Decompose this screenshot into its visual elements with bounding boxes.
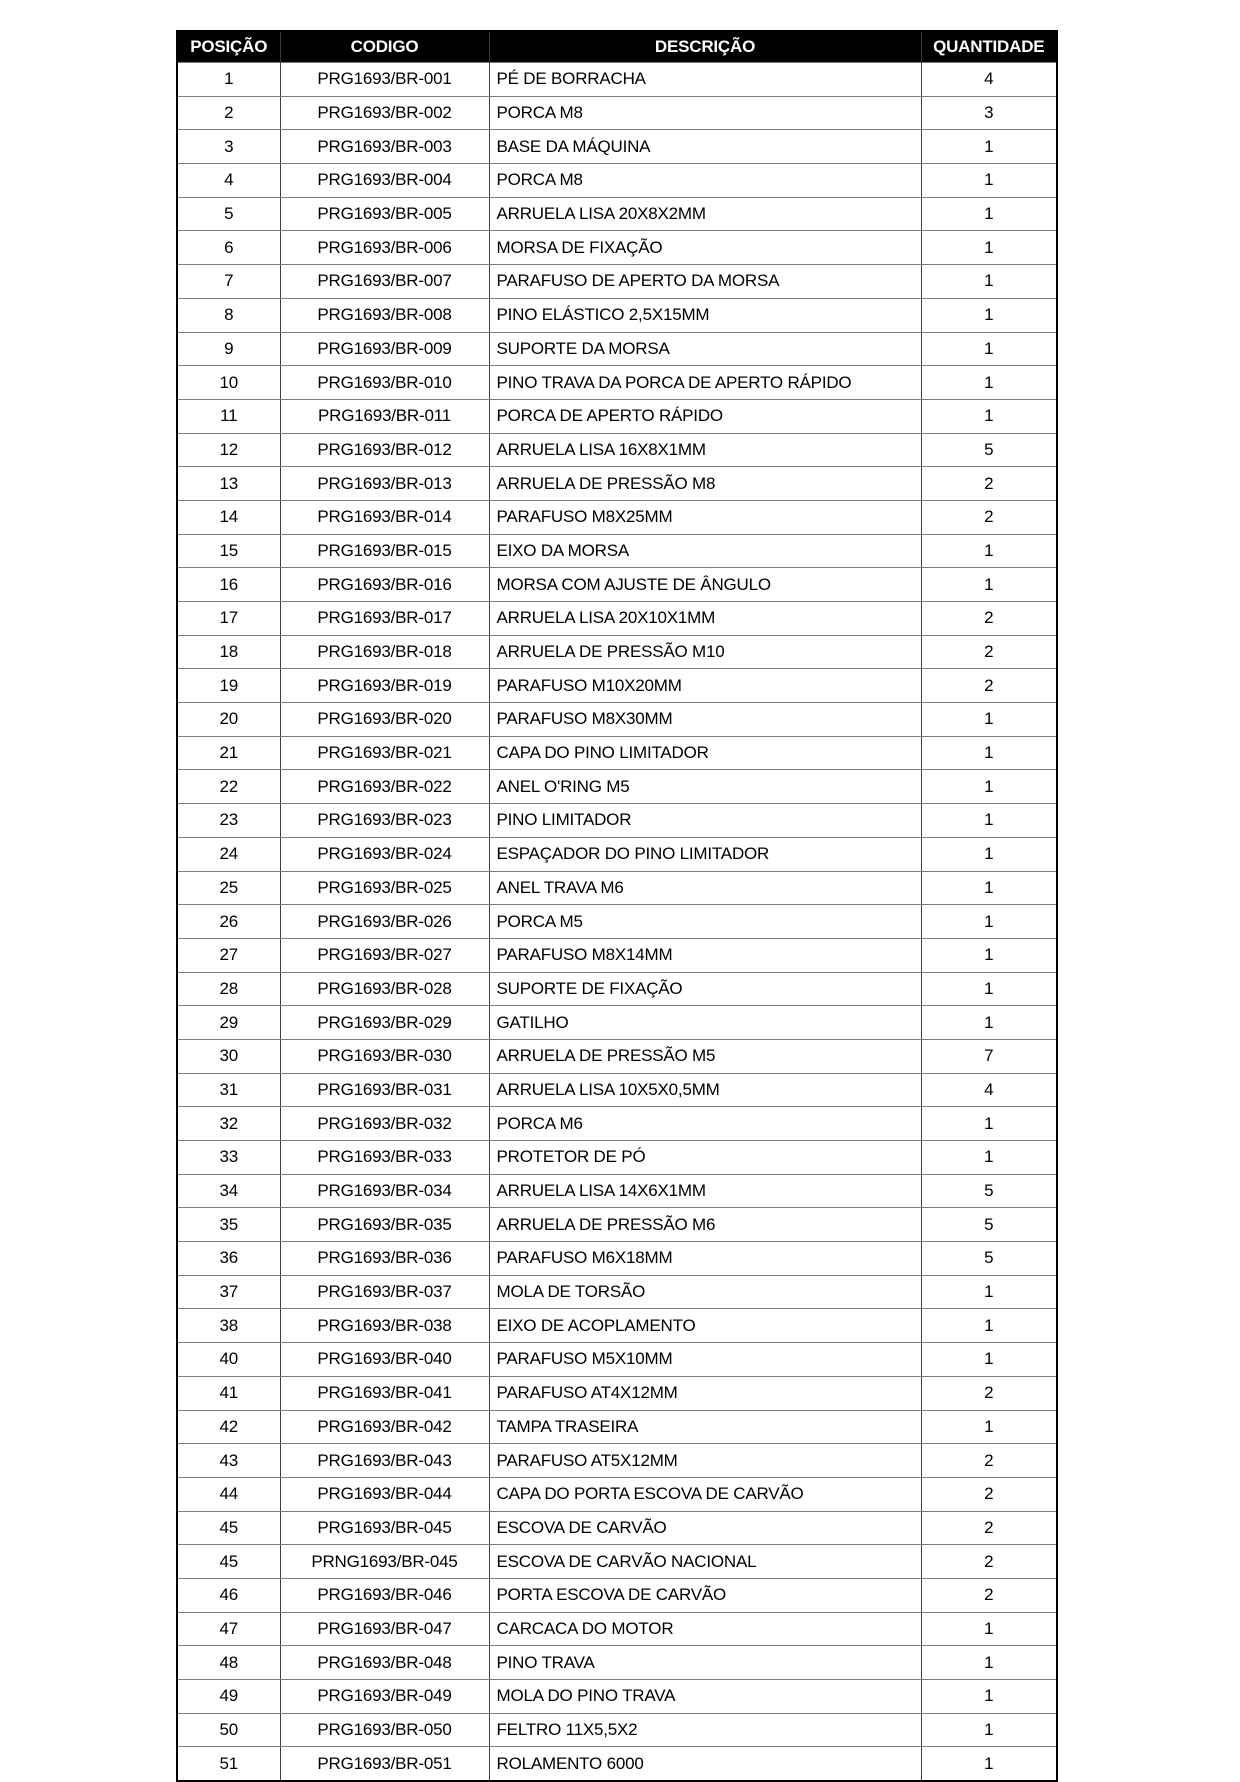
cell-codigo: PRG1693/BR-047: [280, 1612, 489, 1646]
table-row: [177, 1376, 1057, 1410]
cell-codigo: PRG1693/BR-025: [280, 871, 489, 905]
cell-descricao: PÉ DE BORRACHA: [489, 63, 921, 97]
table-row: [177, 1511, 1057, 1545]
table-row: [177, 736, 1057, 770]
cell-quantidade: 1: [921, 871, 1057, 905]
cell-codigo: PRG1693/BR-038: [280, 1309, 489, 1343]
table-row: [177, 1309, 1057, 1343]
cell-codigo: PRG1693/BR-012: [280, 433, 489, 467]
table-row: [177, 804, 1057, 838]
cell-codigo: PRG1693/BR-003: [280, 130, 489, 164]
table-row: [177, 1545, 1057, 1579]
cell-descricao: PORCA M6: [489, 1107, 921, 1141]
cell-quantidade: 1: [921, 972, 1057, 1006]
cell-posicao: 36: [177, 1242, 280, 1276]
cell-descricao: EIXO DA MORSA: [489, 534, 921, 568]
cell-codigo: PRG1693/BR-032: [280, 1107, 489, 1141]
cell-quantidade: 1: [921, 164, 1057, 198]
cell-descricao: ESCOVA DE CARVÃO: [489, 1511, 921, 1545]
cell-descricao: ARRUELA LISA 14X6X1MM: [489, 1174, 921, 1208]
cell-codigo: PRG1693/BR-040: [280, 1343, 489, 1377]
cell-quantidade: 1: [921, 332, 1057, 366]
cell-codigo: PRG1693/BR-010: [280, 366, 489, 400]
table-row: [177, 703, 1057, 737]
cell-posicao: 27: [177, 938, 280, 972]
table-row: [177, 1275, 1057, 1309]
col-header-codigo: CODIGO: [280, 31, 489, 63]
table-row: [177, 1242, 1057, 1276]
cell-descricao: PARAFUSO AT4X12MM: [489, 1376, 921, 1410]
cell-codigo: PRG1693/BR-002: [280, 96, 489, 130]
cell-posicao: 5: [177, 197, 280, 231]
cell-quantidade: 1: [921, 736, 1057, 770]
cell-codigo: PRG1693/BR-033: [280, 1141, 489, 1175]
cell-codigo: PRG1693/BR-017: [280, 602, 489, 636]
cell-codigo: PRG1693/BR-015: [280, 534, 489, 568]
table-row: [177, 770, 1057, 804]
cell-descricao: ARRUELA DE PRESSÃO M10: [489, 635, 921, 669]
cell-descricao: PINO TRAVA DA PORCA DE APERTO RÁPIDO: [489, 366, 921, 400]
cell-quantidade: 1: [921, 1680, 1057, 1714]
table-row: [177, 1410, 1057, 1444]
cell-quantidade: 2: [921, 635, 1057, 669]
cell-posicao: 43: [177, 1444, 280, 1478]
table-row: [177, 1713, 1057, 1747]
cell-posicao: 48: [177, 1646, 280, 1680]
cell-descricao: PORCA DE APERTO RÁPIDO: [489, 399, 921, 433]
cell-quantidade: 1: [921, 1275, 1057, 1309]
table-row: [177, 871, 1057, 905]
cell-posicao: 45: [177, 1545, 280, 1579]
table-row: [177, 231, 1057, 265]
cell-posicao: 28: [177, 972, 280, 1006]
cell-codigo: PRG1693/BR-023: [280, 804, 489, 838]
cell-quantidade: 2: [921, 602, 1057, 636]
cell-descricao: ESPAÇADOR DO PINO LIMITADOR: [489, 837, 921, 871]
table-row: [177, 837, 1057, 871]
cell-posicao: 2: [177, 96, 280, 130]
cell-codigo: PRG1693/BR-028: [280, 972, 489, 1006]
cell-quantidade: 1: [921, 1343, 1057, 1377]
cell-descricao: PORCA M8: [489, 164, 921, 198]
cell-posicao: 25: [177, 871, 280, 905]
cell-codigo: PRG1693/BR-034: [280, 1174, 489, 1208]
cell-posicao: 11: [177, 399, 280, 433]
cell-quantidade: 1: [921, 1309, 1057, 1343]
cell-quantidade: 2: [921, 1511, 1057, 1545]
table-row: [177, 164, 1057, 198]
cell-codigo: PRG1693/BR-042: [280, 1410, 489, 1444]
cell-posicao: 35: [177, 1208, 280, 1242]
table-row: [177, 433, 1057, 467]
table-row: [177, 366, 1057, 400]
cell-descricao: ESCOVA DE CARVÃO NACIONAL: [489, 1545, 921, 1579]
cell-descricao: PINO LIMITADOR: [489, 804, 921, 838]
col-header-posicao: POSIÇÃO: [177, 31, 280, 63]
cell-posicao: 14: [177, 500, 280, 534]
table-row: [177, 298, 1057, 332]
cell-quantidade: 2: [921, 500, 1057, 534]
cell-posicao: 4: [177, 164, 280, 198]
table-row: [177, 467, 1057, 501]
cell-descricao: ARRUELA LISA 20X10X1MM: [489, 602, 921, 636]
cell-posicao: 30: [177, 1039, 280, 1073]
cell-codigo: PRG1693/BR-043: [280, 1444, 489, 1478]
cell-quantidade: 1: [921, 1006, 1057, 1040]
cell-posicao: 37: [177, 1275, 280, 1309]
cell-codigo: PRG1693/BR-030: [280, 1039, 489, 1073]
cell-posicao: 16: [177, 568, 280, 602]
cell-posicao: 23: [177, 804, 280, 838]
cell-posicao: 24: [177, 837, 280, 871]
table-row: [177, 568, 1057, 602]
cell-quantidade: 2: [921, 1376, 1057, 1410]
cell-quantidade: 1: [921, 366, 1057, 400]
cell-codigo: PRG1693/BR-037: [280, 1275, 489, 1309]
cell-codigo: PRG1693/BR-029: [280, 1006, 489, 1040]
cell-codigo: PRG1693/BR-022: [280, 770, 489, 804]
cell-codigo: PRG1693/BR-007: [280, 265, 489, 299]
cell-posicao: 45: [177, 1511, 280, 1545]
cell-posicao: 1: [177, 63, 280, 97]
table-row: [177, 1747, 1057, 1781]
cell-codigo: PRNG1693/BR-045: [280, 1545, 489, 1579]
cell-posicao: 8: [177, 298, 280, 332]
cell-quantidade: 1: [921, 905, 1057, 939]
cell-descricao: EIXO DE ACOPLAMENTO: [489, 1309, 921, 1343]
cell-codigo: PRG1693/BR-013: [280, 467, 489, 501]
table-row: [177, 905, 1057, 939]
cell-codigo: PRG1693/BR-020: [280, 703, 489, 737]
cell-codigo: PRG1693/BR-001: [280, 63, 489, 97]
table-row: [177, 972, 1057, 1006]
table-row: [177, 1006, 1057, 1040]
cell-descricao: PARAFUSO M6X18MM: [489, 1242, 921, 1276]
cell-descricao: PARAFUSO M5X10MM: [489, 1343, 921, 1377]
table-row: [177, 938, 1057, 972]
cell-posicao: 44: [177, 1477, 280, 1511]
table-row: [177, 1646, 1057, 1680]
cell-descricao: ANEL TRAVA M6: [489, 871, 921, 905]
cell-descricao: BASE DA MÁQUINA: [489, 130, 921, 164]
cell-posicao: 6: [177, 231, 280, 265]
cell-posicao: 17: [177, 602, 280, 636]
cell-codigo: PRG1693/BR-014: [280, 500, 489, 534]
table-row: [177, 399, 1057, 433]
cell-posicao: 29: [177, 1006, 280, 1040]
cell-quantidade: 1: [921, 1713, 1057, 1747]
cell-codigo: PRG1693/BR-051: [280, 1747, 489, 1781]
cell-descricao: PORCA M8: [489, 96, 921, 130]
cell-codigo: PRG1693/BR-018: [280, 635, 489, 669]
cell-quantidade: 7: [921, 1039, 1057, 1073]
col-header-descricao: DESCRIÇÃO: [489, 31, 921, 63]
cell-posicao: 38: [177, 1309, 280, 1343]
table-row: [177, 1107, 1057, 1141]
cell-posicao: 7: [177, 265, 280, 299]
cell-quantidade: 5: [921, 1174, 1057, 1208]
table-row: [177, 265, 1057, 299]
cell-posicao: 42: [177, 1410, 280, 1444]
cell-descricao: PORCA M5: [489, 905, 921, 939]
cell-descricao: PINO ELÁSTICO 2,5X15MM: [489, 298, 921, 332]
table-row: [177, 500, 1057, 534]
cell-posicao: 22: [177, 770, 280, 804]
cell-posicao: 33: [177, 1141, 280, 1175]
table-row: [177, 96, 1057, 130]
cell-codigo: PRG1693/BR-006: [280, 231, 489, 265]
cell-quantidade: 1: [921, 770, 1057, 804]
cell-quantidade: 1: [921, 1646, 1057, 1680]
cell-quantidade: 1: [921, 1141, 1057, 1175]
cell-quantidade: 1: [921, 399, 1057, 433]
cell-codigo: PRG1693/BR-049: [280, 1680, 489, 1714]
cell-descricao: GATILHO: [489, 1006, 921, 1040]
cell-descricao: PARAFUSO AT5X12MM: [489, 1444, 921, 1478]
cell-quantidade: 4: [921, 63, 1057, 97]
cell-posicao: 10: [177, 366, 280, 400]
cell-quantidade: 2: [921, 1477, 1057, 1511]
cell-posicao: 9: [177, 332, 280, 366]
cell-posicao: 15: [177, 534, 280, 568]
cell-descricao: MOLA DO PINO TRAVA: [489, 1680, 921, 1714]
cell-quantidade: 1: [921, 130, 1057, 164]
cell-codigo: PRG1693/BR-048: [280, 1646, 489, 1680]
cell-quantidade: 1: [921, 534, 1057, 568]
table-row: [177, 635, 1057, 669]
table-row: [177, 1578, 1057, 1612]
cell-codigo: PRG1693/BR-036: [280, 1242, 489, 1276]
cell-posicao: 50: [177, 1713, 280, 1747]
cell-quantidade: 2: [921, 467, 1057, 501]
cell-posicao: 49: [177, 1680, 280, 1714]
cell-posicao: 12: [177, 433, 280, 467]
cell-quantidade: 2: [921, 1578, 1057, 1612]
table-row: [177, 197, 1057, 231]
cell-descricao: TAMPA TRASEIRA: [489, 1410, 921, 1444]
cell-descricao: PARAFUSO DE APERTO DA MORSA: [489, 265, 921, 299]
cell-descricao: ANEL O'RING M5: [489, 770, 921, 804]
cell-codigo: PRG1693/BR-026: [280, 905, 489, 939]
table-row: [177, 534, 1057, 568]
table-row: [177, 1073, 1057, 1107]
cell-descricao: ARRUELA LISA 10X5X0,5MM: [489, 1073, 921, 1107]
cell-descricao: MORSA DE FIXAÇÃO: [489, 231, 921, 265]
cell-quantidade: 1: [921, 938, 1057, 972]
cell-descricao: ARRUELA DE PRESSÃO M8: [489, 467, 921, 501]
cell-descricao: ARRUELA LISA 16X8X1MM: [489, 433, 921, 467]
cell-quantidade: 5: [921, 433, 1057, 467]
cell-descricao: PARAFUSO M10X20MM: [489, 669, 921, 703]
cell-descricao: PARAFUSO M8X14MM: [489, 938, 921, 972]
table-row: [177, 1141, 1057, 1175]
cell-posicao: 47: [177, 1612, 280, 1646]
table-row: [177, 1612, 1057, 1646]
cell-quantidade: 2: [921, 669, 1057, 703]
table-row: [177, 1174, 1057, 1208]
cell-descricao: CAPA DO PINO LIMITADOR: [489, 736, 921, 770]
cell-posicao: 18: [177, 635, 280, 669]
cell-codigo: PRG1693/BR-009: [280, 332, 489, 366]
cell-posicao: 19: [177, 669, 280, 703]
table-row: [177, 1343, 1057, 1377]
cell-descricao: PINO TRAVA: [489, 1646, 921, 1680]
cell-quantidade: 1: [921, 703, 1057, 737]
cell-codigo: PRG1693/BR-004: [280, 164, 489, 198]
cell-quantidade: 1: [921, 197, 1057, 231]
cell-quantidade: 1: [921, 1410, 1057, 1444]
cell-quantidade: 1: [921, 568, 1057, 602]
table-row: [177, 63, 1057, 97]
cell-posicao: 21: [177, 736, 280, 770]
table-row: [177, 1444, 1057, 1478]
cell-codigo: PRG1693/BR-024: [280, 837, 489, 871]
cell-posicao: 26: [177, 905, 280, 939]
cell-quantidade: 1: [921, 837, 1057, 871]
cell-quantidade: 2: [921, 1545, 1057, 1579]
cell-posicao: 41: [177, 1376, 280, 1410]
cell-posicao: 51: [177, 1747, 280, 1781]
header-row: [177, 31, 1057, 63]
col-header-quantidade: QUANTIDADE: [921, 31, 1057, 63]
cell-descricao: MORSA COM AJUSTE DE ÂNGULO: [489, 568, 921, 602]
cell-posicao: 20: [177, 703, 280, 737]
cell-descricao: FELTRO 11X5,5X2: [489, 1713, 921, 1747]
cell-codigo: PRG1693/BR-005: [280, 197, 489, 231]
table-row: [177, 332, 1057, 366]
cell-descricao: CARCACA DO MOTOR: [489, 1612, 921, 1646]
table-body: [177, 63, 1057, 1782]
cell-descricao: ARRUELA DE PRESSÃO M6: [489, 1208, 921, 1242]
cell-quantidade: 1: [921, 265, 1057, 299]
table-row: [177, 669, 1057, 703]
cell-descricao: PARAFUSO M8X30MM: [489, 703, 921, 737]
cell-codigo: PRG1693/BR-011: [280, 399, 489, 433]
cell-quantidade: 2: [921, 1444, 1057, 1478]
cell-quantidade: 3: [921, 96, 1057, 130]
cell-posicao: 13: [177, 467, 280, 501]
cell-codigo: PRG1693/BR-044: [280, 1477, 489, 1511]
cell-codigo: PRG1693/BR-031: [280, 1073, 489, 1107]
cell-descricao: PROTETOR DE PÓ: [489, 1141, 921, 1175]
cell-quantidade: 1: [921, 298, 1057, 332]
cell-quantidade: 1: [921, 1612, 1057, 1646]
cell-codigo: PRG1693/BR-041: [280, 1376, 489, 1410]
cell-codigo: PRG1693/BR-019: [280, 669, 489, 703]
table-row: [177, 602, 1057, 636]
cell-codigo: PRG1693/BR-027: [280, 938, 489, 972]
cell-descricao: CAPA DO PORTA ESCOVA DE CARVÃO: [489, 1477, 921, 1511]
cell-quantidade: 1: [921, 1747, 1057, 1781]
cell-descricao: PORTA ESCOVA DE CARVÃO: [489, 1578, 921, 1612]
cell-quantidade: 1: [921, 231, 1057, 265]
cell-descricao: SUPORTE DA MORSA: [489, 332, 921, 366]
cell-descricao: SUPORTE DE FIXAÇÃO: [489, 972, 921, 1006]
cell-quantidade: 4: [921, 1073, 1057, 1107]
cell-descricao: MOLA DE TORSÃO: [489, 1275, 921, 1309]
cell-descricao: ARRUELA DE PRESSÃO M5: [489, 1039, 921, 1073]
cell-descricao: PARAFUSO M8X25MM: [489, 500, 921, 534]
table-row: [177, 1680, 1057, 1714]
cell-posicao: 34: [177, 1174, 280, 1208]
cell-quantidade: 1: [921, 1107, 1057, 1141]
cell-codigo: PRG1693/BR-035: [280, 1208, 489, 1242]
table-row: [177, 1039, 1057, 1073]
cell-posicao: 31: [177, 1073, 280, 1107]
table-row: [177, 1208, 1057, 1242]
cell-codigo: PRG1693/BR-016: [280, 568, 489, 602]
cell-descricao: ROLAMENTO 6000: [489, 1747, 921, 1781]
parts-table: [176, 30, 1058, 1782]
cell-codigo: PRG1693/BR-050: [280, 1713, 489, 1747]
table-row: [177, 1477, 1057, 1511]
cell-descricao: ARRUELA LISA 20X8X2MM: [489, 197, 921, 231]
cell-quantidade: 1: [921, 804, 1057, 838]
cell-posicao: 46: [177, 1578, 280, 1612]
cell-quantidade: 5: [921, 1208, 1057, 1242]
cell-quantidade: 5: [921, 1242, 1057, 1276]
cell-codigo: PRG1693/BR-045: [280, 1511, 489, 1545]
cell-codigo: PRG1693/BR-008: [280, 298, 489, 332]
cell-posicao: 3: [177, 130, 280, 164]
cell-posicao: 32: [177, 1107, 280, 1141]
table-row: [177, 130, 1057, 164]
cell-posicao: 40: [177, 1343, 280, 1377]
cell-codigo: PRG1693/BR-021: [280, 736, 489, 770]
cell-codigo: PRG1693/BR-046: [280, 1578, 489, 1612]
